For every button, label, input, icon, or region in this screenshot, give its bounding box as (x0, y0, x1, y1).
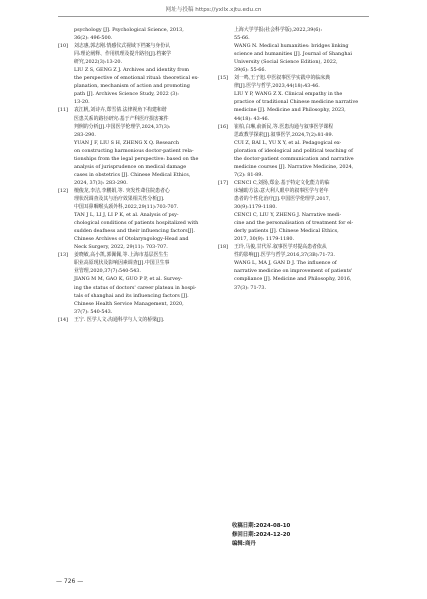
received-date-line (232, 522, 290, 531)
reference-number: [15] (218, 75, 229, 82)
reference-line: CENCI C,刘扬,郑金.基于特定文化能力的临 (234, 179, 330, 186)
reference-entry (218, 123, 382, 179)
reference-line: 37(3): 71-73. (234, 284, 267, 291)
reference-line: the doctor-patient communication and narrative (234, 155, 354, 162)
reference-line: 床辅助方法:意大利人眼中的叙事医学与老年 (234, 187, 329, 194)
revised-date: 2024-12-20 (255, 531, 291, 538)
reference-entry (58, 316, 222, 324)
reference-line: planation, mechanism of action and promoting (74, 83, 190, 90)
reference-number: [18] (218, 244, 229, 251)
reference-line: TAN J L, LI J, LI P K, et al. Analysis of psy- (74, 212, 179, 219)
reference-line: 2024, 37(3): 283-290. (74, 179, 128, 186)
reference-line: Neck Surgery, 2022, 29(11): 703-707. (74, 244, 168, 251)
reference-line: medicine courses [J]. Narrative Medicine, 2024, (234, 163, 354, 170)
reference-line: cases in obstetrics [J]. Chinese Medical Ethics, (74, 171, 191, 178)
page-number: — 726 — (56, 578, 84, 585)
reference-line: 王玲,马俊,甘代军.叙事医学对提高患者依从 (234, 244, 327, 251)
reference-line: 37(7): 540-543. (74, 308, 113, 315)
editor-label: 编辑: (232, 540, 245, 547)
reference-line: science and humanities [J]. Journal of Shanghai (234, 51, 352, 58)
reference-line: 王宁. 医学人文:沟通科学与人文的桥梁[J]. (74, 316, 165, 323)
reference-entry (218, 26, 382, 74)
reference-line: 上海大学学报(社会科学版),2022,39(6): (234, 27, 322, 33)
reference-line: narrative medicine on improvement of patients' (234, 268, 353, 275)
reference-number: [17] (218, 179, 229, 186)
reference-line: 袁江帆,刘诗卉,郑雪倩.法律视角下构建和谐 (74, 107, 167, 114)
editorial-info (232, 522, 290, 548)
reference-line: path [J]. Archives Science Study, 2022 (3): (74, 91, 179, 98)
reference-line: 律[J].医学与哲学,2023,44(18):43-46. (234, 83, 320, 90)
reference-line: 思政教学探索[J].叙事医学,2024,7(2):81-89. (234, 131, 334, 138)
reference-line: 44(18): 43-46. (234, 115, 270, 122)
reference-line: 业管理,2020,37(7):540-543. (74, 268, 141, 275)
reference-line: 30(9):1179-1180. (234, 204, 277, 211)
reference-number: [16] (218, 123, 229, 130)
reference-line: 39(6): 55-66. (234, 67, 267, 74)
reference-entry (58, 26, 222, 42)
reference-line: practice of traditional Chinese medicine narrative (234, 99, 359, 106)
reference-line: 理状况调查及其与治疗效果相关性分析[J]. (74, 195, 165, 202)
reference-number: [11] (58, 107, 69, 114)
reference-number: [13] (58, 252, 69, 259)
reference-line: CENCI C, LIU Y, ZHENG J. Narrative medi- (234, 212, 342, 219)
reference-line: 同:理论阐释、作用机理及提升路径[J].档案学 (74, 51, 172, 58)
reference-entry (218, 243, 382, 291)
reference-line: ploration of ideological and political teaching of (234, 147, 353, 154)
reference-entry (58, 187, 222, 251)
references-left-column (58, 26, 222, 324)
reference-line: CUI Z, BAI L, YU X Y, et al. Pedagogical ex- (234, 139, 342, 146)
references-right-column (218, 26, 382, 292)
reference-line: 判例的分析[J].中国医学伦理学,2024,37(3): (74, 123, 171, 130)
reference-line: 13-20. (74, 99, 90, 106)
reference-line: Chinese Archives of Otolaryngology-Head and (74, 236, 189, 243)
received-date: 2024-08-10 (255, 523, 291, 529)
reference-number: [14] (58, 316, 69, 323)
editor-name: 商丹 (244, 540, 256, 547)
reference-line: 职业高原现状及影响因素调查[J].中国卫生事 (74, 260, 170, 267)
reference-line: analysis of jurisprudence on medical damage (74, 163, 187, 170)
reference-line: 崔柏,白琳,俞新民,等.医患沟通与叙事医学课程 (234, 123, 334, 130)
reference-line: the perspective of emotional ritual: theoretical ex- (74, 75, 199, 82)
reference-line: 7(2): 81-89. (234, 171, 263, 178)
reference-line: LIU Y P, WANG Z X. Clinical empathy in the (234, 91, 343, 98)
reference-line: psychology [J]. Psychological Science, 2013, (74, 27, 184, 33)
reference-line: JIANG M M, GAO K, GUO P P, et al. Survey- (74, 276, 183, 283)
reference-line: YUAN J F, LIU S H, ZHENG X Q. Research (74, 139, 179, 146)
reference-entry (218, 179, 382, 243)
header-rule (58, 16, 369, 17)
reference-line: 研究,2022(3):13-20. (74, 59, 123, 66)
reference-line: 刘志惠,郭志刚.情感仪式视域下档案与身份认 (74, 43, 171, 50)
reference-line: sudden deafness and their influencing factors[J]. (74, 228, 195, 235)
reference-line: WANG N. Medical humanities: bridges linking (234, 43, 349, 50)
reference-line: ing the status of doctors' career plateau in hospi- (74, 284, 197, 291)
reference-line: cine and the personalisation of treatment for el- (234, 220, 354, 227)
revised-date-line (232, 531, 290, 540)
reference-entry (58, 42, 222, 106)
reference-number: [12] (58, 187, 69, 194)
reference-entry (218, 74, 382, 122)
reference-line: tionships from the legal perspective: based on the (74, 155, 199, 162)
reference-line: on constructing harmonious doctor-patient rela- (74, 147, 194, 154)
reference-line: University (Social Science Edition), 2022, (234, 59, 338, 66)
reference-line: derly patients [J]. Chinese Medical Ethics, (234, 228, 339, 235)
reference-line: 中国耳鼻咽喉头颈外科,2022,29(11):703-707. (74, 204, 179, 211)
reference-line: medicine [J]. Medicine and Philosophy, 2023, (234, 107, 346, 114)
reference-line: WANG L, MA J, GAN D J. The influence of (234, 260, 337, 267)
revised-label: 修回日期: (232, 531, 256, 538)
reference-line: 2017, 30(9): 1179-1180. (234, 236, 295, 243)
reference-line: LIU Z S, GENG Z J. Archives and identity from (74, 67, 190, 74)
reference-line: 姜晓敏,高小凯,郭佩佩,等.上海市基层医生生 (74, 252, 169, 259)
running-header: 网址与投稿 https://yxllx.xjtu.edu.cn (165, 7, 262, 13)
received-label: 收稿日期: (232, 523, 256, 529)
reference-line: 55-66. (234, 35, 250, 42)
reference-line: chological conditions of patients hospitalized with (74, 220, 199, 227)
reference-line: Chinese Health Service Management, 2020, (74, 300, 184, 307)
reference-line: compliance [J]. Medicine and Philosophy, 2016, (234, 276, 352, 283)
reference-line: 患者的个性化治疗[J].中国医学伦理学,2017, (234, 195, 331, 202)
reference-line: 36(2): 496-500. (74, 35, 113, 42)
reference-line: 283-290. (74, 131, 96, 138)
reference-entry (58, 251, 222, 315)
reference-line: 檀俊龙,李洁,李鹏娟,等. 突发性聋住院患者心 (74, 187, 170, 194)
reference-line: 医患关系的路径研究:基于产科医疗损害案件 (74, 115, 169, 122)
reference-number: [10] (58, 43, 69, 50)
editor-line (232, 540, 290, 549)
reference-line: 性的影响[J].医学与哲学,2016,37(3B):71-73. (234, 252, 335, 259)
reference-line: 刘一鸣,王子旭.中医叙事医学实践中的临床典 (234, 75, 331, 82)
reference-entry (58, 106, 222, 186)
reference-line: tals of shanghai and its influencing factors [J]. (74, 292, 189, 299)
